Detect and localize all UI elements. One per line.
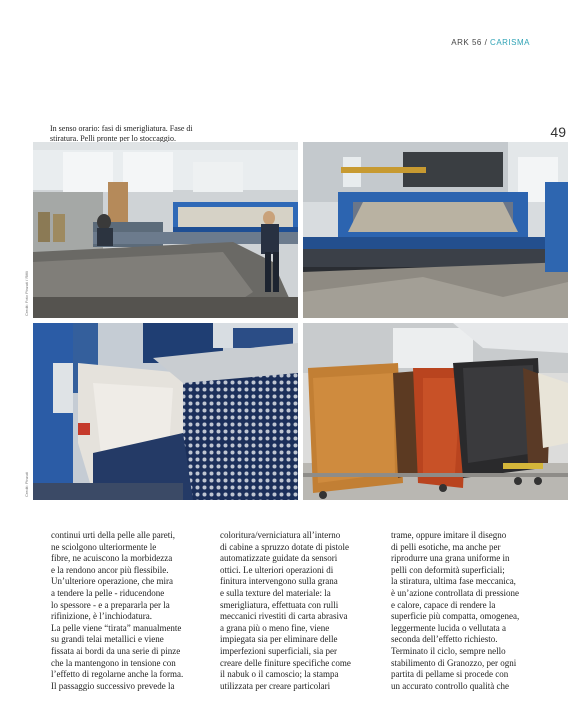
text-line: utilizzata per creare particolari xyxy=(220,680,331,691)
body-column-3 xyxy=(391,530,541,692)
text-line: fibre, ne acuiscono la morbidezza xyxy=(51,553,173,564)
text-line: a tendere la pelle - riducendone xyxy=(51,587,165,598)
text-line: su grandi telai metallici e viene xyxy=(51,634,164,645)
text-line: e sulla texture del materiale: la xyxy=(220,587,331,598)
caption-line: In senso orario: fasi di smerigliatura. Fase di xyxy=(50,124,193,133)
text-line: ottici. Le ulteriori operazioni di xyxy=(220,564,334,575)
body-column-1 xyxy=(51,530,201,692)
photo-caption xyxy=(50,124,235,143)
text-line: è un’azione controllata di pressione xyxy=(391,587,519,598)
body-column-2 xyxy=(220,530,370,692)
photo-ironing-machine xyxy=(33,323,298,500)
caption-line: stiratura. Pelli pronte per lo stoccaggio. xyxy=(50,133,176,143)
section-name: CARISMA xyxy=(490,38,530,47)
text-line: automatizzate guidate da sensori xyxy=(220,553,338,564)
text-line: che la mantengono in tensione con xyxy=(51,657,176,668)
text-line: seconda dell’effetto richiesto. xyxy=(391,634,498,645)
page-number: 49 xyxy=(550,124,566,140)
magazine-issue: ARK 56 xyxy=(451,38,482,47)
text-line: meccanici rivestiti di carta abrasiva xyxy=(220,611,348,622)
photo-credit: Credit: Foto Pinzuti / Rifili xyxy=(24,271,29,316)
text-line: fissata ai bordi da una serie di pinze xyxy=(51,645,181,656)
text-line: leggermente lucida o vellutata a xyxy=(391,622,506,633)
text-line: impiegata sia per eliminare delle xyxy=(220,634,338,645)
text-line: Il passaggio successivo prevede la xyxy=(51,680,175,691)
photo-leather-storage xyxy=(303,323,568,500)
text-line: di pelli esotiche, ma anche per xyxy=(391,541,501,552)
text-line: superficie più compatta, omogenea, xyxy=(391,611,520,622)
text-line: la stiratura, ultima fase meccanica, xyxy=(391,576,516,587)
text-line: di cabine a spruzzo dotate di pistole xyxy=(220,541,349,552)
text-line: La pelle viene “tirata” manualmente xyxy=(51,622,182,633)
text-line: lo spessore - e a prepararla per la xyxy=(51,599,170,610)
text-line: coloritura/verniciatura all’interno xyxy=(220,530,341,540)
photo-credit: Credit: Pinzuti xyxy=(24,472,29,497)
text-line: un accurato controllo qualità che xyxy=(391,680,509,691)
text-line: il nabuk o il camoscio; la stampa xyxy=(220,669,339,680)
text-line: a grana più o meno fine, viene xyxy=(220,622,330,633)
text-line: ne sciolgono ulteriormente le xyxy=(51,541,157,552)
text-line: e la rendono ancor più flessibile. xyxy=(51,564,169,575)
running-header xyxy=(451,38,530,47)
photo-sanding-workers xyxy=(33,142,298,318)
text-line: partita di pellame si procede con xyxy=(391,669,509,680)
text-line: smerigliatura, effettuata con rulli xyxy=(220,599,339,610)
text-line: rifinizione, è l’inchiodatura. xyxy=(51,611,152,622)
text-line: riprodurre una grana uniforme in xyxy=(391,553,510,564)
text-line: imperfezioni superficiali, sia per xyxy=(220,645,337,656)
photo-sanding-machine xyxy=(303,142,568,318)
text-line: stabilimento di Granozzo, per ogni xyxy=(391,657,517,668)
text-line: finitura intervengono sulla grana xyxy=(220,576,338,587)
text-line: creare delle finiture specifiche come xyxy=(220,657,351,668)
text-line: continui urti della pelle alle pareti, xyxy=(51,530,175,540)
text-line: e calore, capace di rendere la xyxy=(391,599,496,610)
text-line: l’effetto di regolarne anche la forma. xyxy=(51,669,184,680)
text-line: Terminato il ciclo, sempre nello xyxy=(391,645,506,656)
text-line: Un’ulteriore operazione, che mira xyxy=(51,576,173,587)
text-line: pelli con deformità superficiali; xyxy=(391,564,505,575)
text-line: trame, oppure imitare il disegno xyxy=(391,530,507,540)
header-separator: / xyxy=(481,38,491,47)
